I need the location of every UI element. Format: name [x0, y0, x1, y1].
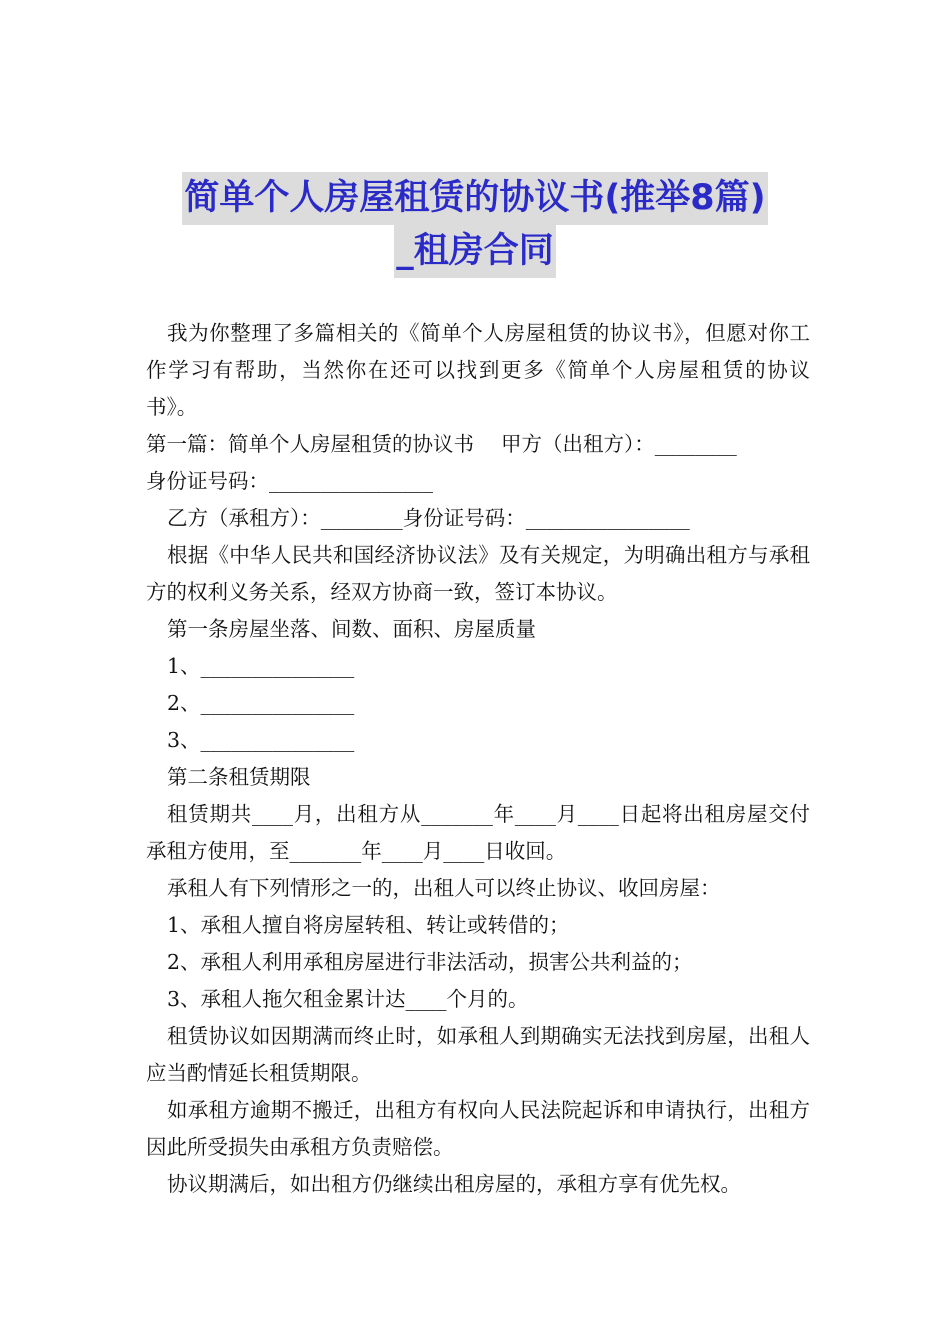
termination-item-3: 3、承租人拖欠租金累计达____个月的。 — [167, 987, 529, 1011]
title-line-1: 简单个人房屋租赁的协议书(推举8篇) — [182, 172, 767, 225]
basis-paragraph: 根据《中华人民共和国经济协议法》及有关规定，为明确出租方与承租方的权利义务关系，经双方协商一致，签订本协议。 — [146, 543, 810, 604]
termination-intro: 承租人有下列情形之一的，出租人可以终止协议、收回房屋： — [167, 876, 721, 900]
document-title — [0, 172, 950, 278]
eviction-paragraph: 如承租方逾期不搬迁，出租方有权向人民法院起诉和申请执行，出租方因此所受损失由承租方负责赔偿。 — [146, 1098, 810, 1159]
party-b-line: 乙方（承租方）：________身份证号码：________________ — [167, 506, 690, 530]
article-two-heading: 第二条租赁期限 — [167, 765, 311, 789]
section-one-heading: 第一篇：简单个人房屋租赁的协议书 甲方（出租方）：________ — [146, 432, 737, 456]
blank-item-2: 2、_______________ — [167, 691, 355, 715]
blank-item-1: 1、_______________ — [167, 654, 355, 678]
article-one-heading: 第一条房屋坐落、间数、面积、房屋质量 — [167, 617, 536, 641]
intro-paragraph: 我为你整理了多篇相关的《简单个人房屋租赁的协议书》，但愿对你工作学习有帮助，当然你在还可以找到更多《简单个人房屋租赁的协议书》。 — [146, 321, 810, 419]
priority-paragraph: 协议期满后，如出租方仍继续出租房屋的，承租方享有优先权。 — [167, 1172, 741, 1196]
title-line-2: _租房合同 — [394, 225, 556, 278]
party-a-id-line: 身份证号码：________________ — [146, 469, 433, 493]
termination-item-1: 1、承租人擅自将房屋转租、转让或转借的； — [167, 913, 570, 937]
document-body — [146, 315, 810, 1203]
lease-term-paragraph: 租赁期共____月，出租方从_______年____月____日起将出租房屋交付承租方使用，至_______年____月____日收回。 — [146, 802, 810, 863]
extension-paragraph: 租赁协议如因期满而终止时，如承租人到期确实无法找到房屋，出租人应当酌情延长租赁期限。 — [146, 1024, 810, 1085]
blank-item-3: 3、_______________ — [167, 728, 355, 752]
termination-item-2: 2、承租人利用承租房屋进行非法活动，损害公共利益的； — [167, 950, 693, 974]
